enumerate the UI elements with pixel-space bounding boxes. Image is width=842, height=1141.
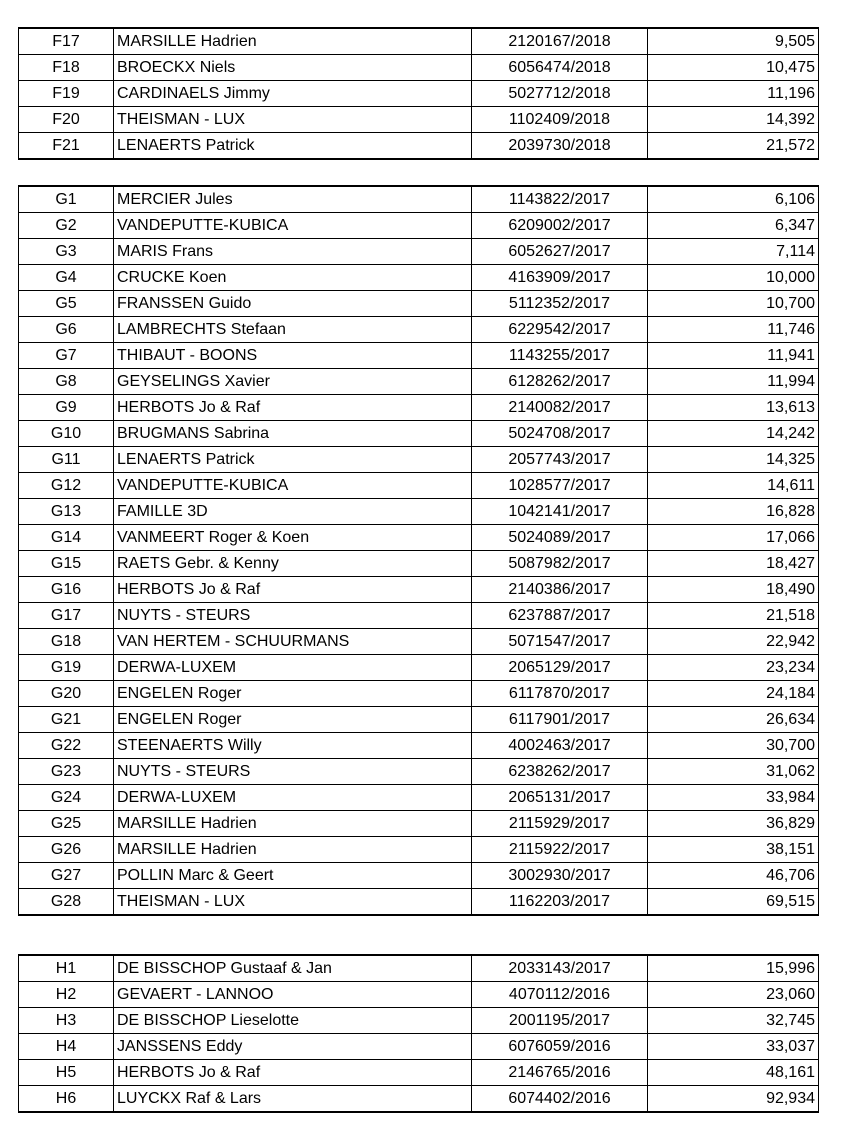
row-code-cell: G17 — [19, 603, 114, 629]
row-ref-cell: 1102409/2018 — [472, 107, 648, 133]
table-row — [19, 447, 819, 473]
row-value-cell: 10,700 — [648, 291, 819, 317]
row-ref-cell: 5024089/2017 — [472, 525, 648, 551]
row-name-cell: GEVAERT - LANNOO — [114, 982, 472, 1008]
table-row — [19, 28, 819, 55]
row-ref-cell: 6076059/2016 — [472, 1034, 648, 1060]
row-ref-cell: 4002463/2017 — [472, 733, 648, 759]
row-name-cell: BRUGMANS Sabrina — [114, 421, 472, 447]
row-value-cell: 11,994 — [648, 369, 819, 395]
row-ref-cell: 4163909/2017 — [472, 265, 648, 291]
row-value-cell: 22,942 — [648, 629, 819, 655]
row-code-cell: F17 — [19, 28, 114, 55]
table-row — [19, 629, 819, 655]
table-row — [19, 473, 819, 499]
row-value-cell: 14,242 — [648, 421, 819, 447]
results-table-f — [18, 27, 819, 160]
row-code-cell: G1 — [19, 186, 114, 213]
row-name-cell: VANDEPUTTE-KUBICA — [114, 213, 472, 239]
table-row — [19, 707, 819, 733]
table-row — [19, 421, 819, 447]
row-value-cell: 92,934 — [648, 1086, 819, 1113]
row-code-cell: G4 — [19, 265, 114, 291]
row-ref-cell: 5087982/2017 — [472, 551, 648, 577]
row-value-cell: 10,000 — [648, 265, 819, 291]
row-code-cell: F21 — [19, 133, 114, 160]
row-name-cell: THEISMAN - LUX — [114, 889, 472, 916]
row-ref-cell: 6209002/2017 — [472, 213, 648, 239]
row-name-cell: LAMBRECHTS Stefaan — [114, 317, 472, 343]
row-value-cell: 18,427 — [648, 551, 819, 577]
row-ref-cell: 5112352/2017 — [472, 291, 648, 317]
row-ref-cell: 6117901/2017 — [472, 707, 648, 733]
row-name-cell: LENAERTS Patrick — [114, 447, 472, 473]
table-row — [19, 369, 819, 395]
row-value-cell: 21,518 — [648, 603, 819, 629]
row-code-cell: G5 — [19, 291, 114, 317]
row-name-cell: CRUCKE Koen — [114, 265, 472, 291]
row-name-cell: ENGELEN Roger — [114, 681, 472, 707]
table-row — [19, 785, 819, 811]
table-row — [19, 107, 819, 133]
row-code-cell: G16 — [19, 577, 114, 603]
table-row — [19, 759, 819, 785]
row-value-cell: 6,106 — [648, 186, 819, 213]
row-code-cell: G25 — [19, 811, 114, 837]
row-ref-cell: 1162203/2017 — [472, 889, 648, 916]
table-row — [19, 317, 819, 343]
row-code-cell: G13 — [19, 499, 114, 525]
table-row — [19, 265, 819, 291]
row-name-cell: CARDINAELS Jimmy — [114, 81, 472, 107]
row-value-cell: 23,234 — [648, 655, 819, 681]
row-code-cell: G3 — [19, 239, 114, 265]
row-value-cell: 46,706 — [648, 863, 819, 889]
table-row — [19, 811, 819, 837]
row-code-cell: G14 — [19, 525, 114, 551]
row-value-cell: 32,745 — [648, 1008, 819, 1034]
row-code-cell: F18 — [19, 55, 114, 81]
row-code-cell: H5 — [19, 1060, 114, 1086]
row-name-cell: MARSILLE Hadrien — [114, 28, 472, 55]
row-ref-cell: 5071547/2017 — [472, 629, 648, 655]
row-ref-cell: 2065129/2017 — [472, 655, 648, 681]
row-ref-cell: 5024708/2017 — [472, 421, 648, 447]
table-row — [19, 1034, 819, 1060]
row-value-cell: 48,161 — [648, 1060, 819, 1086]
row-ref-cell: 6238262/2017 — [472, 759, 648, 785]
row-code-cell: G6 — [19, 317, 114, 343]
results-table-h — [18, 954, 819, 1113]
table-row — [19, 603, 819, 629]
table-row — [19, 55, 819, 81]
row-ref-cell: 1028577/2017 — [472, 473, 648, 499]
row-code-cell: H2 — [19, 982, 114, 1008]
row-ref-cell: 6074402/2016 — [472, 1086, 648, 1113]
row-value-cell: 16,828 — [648, 499, 819, 525]
table-row — [19, 525, 819, 551]
row-value-cell: 36,829 — [648, 811, 819, 837]
row-name-cell: MARIS Frans — [114, 239, 472, 265]
row-code-cell: G21 — [19, 707, 114, 733]
row-value-cell: 11,746 — [648, 317, 819, 343]
row-value-cell: 14,392 — [648, 107, 819, 133]
row-code-cell: G15 — [19, 551, 114, 577]
row-ref-cell: 6229542/2017 — [472, 317, 648, 343]
row-ref-cell: 6056474/2018 — [472, 55, 648, 81]
row-value-cell: 15,996 — [648, 955, 819, 982]
row-name-cell: BROECKX Niels — [114, 55, 472, 81]
row-ref-cell: 6237887/2017 — [472, 603, 648, 629]
row-name-cell: DERWA-LUXEM — [114, 785, 472, 811]
table-row — [19, 395, 819, 421]
row-ref-cell: 1042141/2017 — [472, 499, 648, 525]
row-ref-cell: 2065131/2017 — [472, 785, 648, 811]
row-name-cell: DERWA-LUXEM — [114, 655, 472, 681]
row-ref-cell: 6052627/2017 — [472, 239, 648, 265]
row-code-cell: H6 — [19, 1086, 114, 1113]
row-name-cell: POLLIN Marc & Geert — [114, 863, 472, 889]
row-name-cell: HERBOTS Jo & Raf — [114, 577, 472, 603]
row-ref-cell: 4070112/2016 — [472, 982, 648, 1008]
table-row — [19, 213, 819, 239]
row-name-cell: FRANSSEN Guido — [114, 291, 472, 317]
row-code-cell: G7 — [19, 343, 114, 369]
row-name-cell: VANDEPUTTE-KUBICA — [114, 473, 472, 499]
row-value-cell: 7,114 — [648, 239, 819, 265]
row-value-cell: 23,060 — [648, 982, 819, 1008]
row-name-cell: VAN HERTEM - SCHUURMANS — [114, 629, 472, 655]
row-value-cell: 18,490 — [648, 577, 819, 603]
row-value-cell: 11,196 — [648, 81, 819, 107]
row-code-cell: G23 — [19, 759, 114, 785]
table-row — [19, 733, 819, 759]
table-row — [19, 681, 819, 707]
row-code-cell: H4 — [19, 1034, 114, 1060]
table-row — [19, 655, 819, 681]
table-row — [19, 1086, 819, 1113]
row-code-cell: H1 — [19, 955, 114, 982]
row-ref-cell: 2140082/2017 — [472, 395, 648, 421]
row-code-cell: G18 — [19, 629, 114, 655]
row-ref-cell: 2001195/2017 — [472, 1008, 648, 1034]
table-row — [19, 81, 819, 107]
row-ref-cell: 2140386/2017 — [472, 577, 648, 603]
row-value-cell: 13,613 — [648, 395, 819, 421]
row-ref-cell: 6117870/2017 — [472, 681, 648, 707]
row-name-cell: DE BISSCHOP Gustaaf & Jan — [114, 955, 472, 982]
table-row — [19, 1060, 819, 1086]
row-ref-cell: 6128262/2017 — [472, 369, 648, 395]
row-code-cell: F20 — [19, 107, 114, 133]
row-name-cell: NUYTS - STEURS — [114, 603, 472, 629]
row-code-cell: G10 — [19, 421, 114, 447]
row-code-cell: G2 — [19, 213, 114, 239]
row-code-cell: G12 — [19, 473, 114, 499]
table-row — [19, 186, 819, 213]
row-value-cell: 11,941 — [648, 343, 819, 369]
row-name-cell: STEENAERTS Willy — [114, 733, 472, 759]
row-value-cell: 31,062 — [648, 759, 819, 785]
row-value-cell: 33,037 — [648, 1034, 819, 1060]
row-name-cell: THIBAUT - BOONS — [114, 343, 472, 369]
row-name-cell: MERCIER Jules — [114, 186, 472, 213]
row-ref-cell: 3002930/2017 — [472, 863, 648, 889]
row-name-cell: THEISMAN - LUX — [114, 107, 472, 133]
row-ref-cell: 2115922/2017 — [472, 837, 648, 863]
row-ref-cell: 1143255/2017 — [472, 343, 648, 369]
row-code-cell: G26 — [19, 837, 114, 863]
row-name-cell: HERBOTS Jo & Raf — [114, 395, 472, 421]
row-code-cell: G22 — [19, 733, 114, 759]
row-value-cell: 14,611 — [648, 473, 819, 499]
row-code-cell: G11 — [19, 447, 114, 473]
row-code-cell: G27 — [19, 863, 114, 889]
row-name-cell: LENAERTS Patrick — [114, 133, 472, 160]
results-table-g — [18, 185, 819, 916]
row-code-cell: G9 — [19, 395, 114, 421]
row-name-cell: JANSSENS Eddy — [114, 1034, 472, 1060]
table-row — [19, 982, 819, 1008]
table-row — [19, 291, 819, 317]
row-name-cell: NUYTS - STEURS — [114, 759, 472, 785]
row-value-cell: 38,151 — [648, 837, 819, 863]
row-value-cell: 69,515 — [648, 889, 819, 916]
row-code-cell: G8 — [19, 369, 114, 395]
row-code-cell: G20 — [19, 681, 114, 707]
row-value-cell: 30,700 — [648, 733, 819, 759]
row-ref-cell: 2033143/2017 — [472, 955, 648, 982]
row-value-cell: 26,634 — [648, 707, 819, 733]
row-name-cell: VANMEERT Roger & Koen — [114, 525, 472, 551]
row-code-cell: G19 — [19, 655, 114, 681]
row-ref-cell: 2115929/2017 — [472, 811, 648, 837]
row-ref-cell: 2039730/2018 — [472, 133, 648, 160]
row-ref-cell: 5027712/2018 — [472, 81, 648, 107]
row-value-cell: 33,984 — [648, 785, 819, 811]
row-code-cell: G24 — [19, 785, 114, 811]
row-name-cell: FAMILLE 3D — [114, 499, 472, 525]
table-row — [19, 1008, 819, 1034]
table-row — [19, 343, 819, 369]
row-value-cell: 24,184 — [648, 681, 819, 707]
row-value-cell: 21,572 — [648, 133, 819, 160]
row-value-cell: 10,475 — [648, 55, 819, 81]
row-name-cell: DE BISSCHOP Lieselotte — [114, 1008, 472, 1034]
row-value-cell: 9,505 — [648, 28, 819, 55]
table-row — [19, 239, 819, 265]
row-value-cell: 17,066 — [648, 525, 819, 551]
row-code-cell: G28 — [19, 889, 114, 916]
table-row — [19, 889, 819, 916]
row-value-cell: 14,325 — [648, 447, 819, 473]
row-name-cell: GEYSELINGS Xavier — [114, 369, 472, 395]
table-row — [19, 837, 819, 863]
table-row — [19, 133, 819, 160]
row-code-cell: H3 — [19, 1008, 114, 1034]
row-name-cell: HERBOTS Jo & Raf — [114, 1060, 472, 1086]
row-name-cell: ENGELEN Roger — [114, 707, 472, 733]
row-ref-cell: 2057743/2017 — [472, 447, 648, 473]
row-ref-cell: 1143822/2017 — [472, 186, 648, 213]
table-row — [19, 551, 819, 577]
row-name-cell: MARSILLE Hadrien — [114, 837, 472, 863]
row-name-cell: MARSILLE Hadrien — [114, 811, 472, 837]
table-row — [19, 955, 819, 982]
row-name-cell: RAETS Gebr. & Kenny — [114, 551, 472, 577]
row-ref-cell: 2120167/2018 — [472, 28, 648, 55]
table-row — [19, 863, 819, 889]
row-name-cell: LUYCKX Raf & Lars — [114, 1086, 472, 1113]
row-ref-cell: 2146765/2016 — [472, 1060, 648, 1086]
table-row — [19, 499, 819, 525]
row-value-cell: 6,347 — [648, 213, 819, 239]
row-code-cell: F19 — [19, 81, 114, 107]
table-row — [19, 577, 819, 603]
